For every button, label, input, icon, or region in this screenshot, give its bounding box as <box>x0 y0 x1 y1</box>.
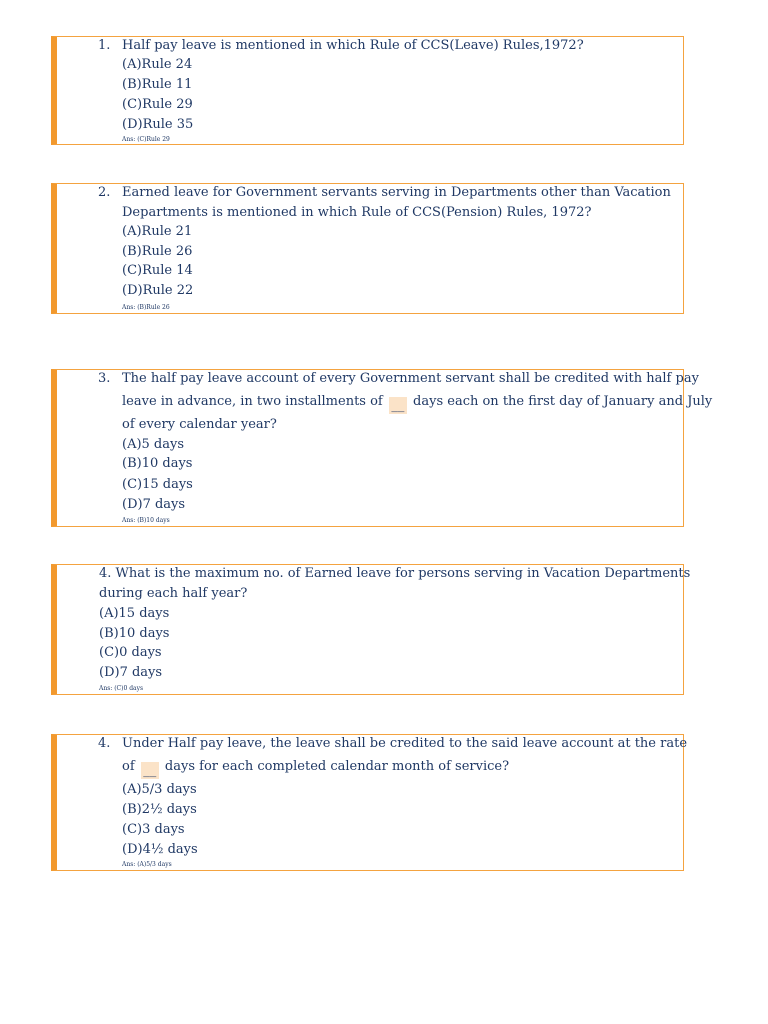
line-text-pre: leave in advance, in two installments of <box>122 394 383 409</box>
question-number: 3. <box>98 371 111 386</box>
question-text-line-1: Earned leave for Government servants serving in Departments other than Vacation <box>122 185 671 200</box>
question-text-line-2 <box>122 394 712 414</box>
option-a: (A)Rule 21 <box>122 224 193 239</box>
question-text-line-2: during each half year? <box>99 586 248 601</box>
option-c: (C)Rule 29 <box>122 97 193 112</box>
option-c: (C)0 days <box>99 645 162 660</box>
option-b: (B)2½ days <box>122 802 197 817</box>
option-b: (B)10 days <box>122 456 193 471</box>
question-text-line-1: The half pay leave account of every Government servant shall be credited with half pay <box>122 371 699 386</box>
line-text-pre: of <box>122 759 135 774</box>
option-b: (B)10 days <box>99 626 170 641</box>
option-d: (D)7 days <box>99 665 163 680</box>
option-a: (A)15 days <box>99 606 170 621</box>
option-d: (D)4½ days <box>122 842 198 857</box>
option-c: (C)15 days <box>122 477 193 492</box>
question-text-line-2: Departments is mentioned in which Rule of CCS(Pension) Rules, 1972? <box>122 205 592 220</box>
fill-in-blank: __ <box>389 397 407 414</box>
answer-note: Ans: (B)Rule 26 <box>122 304 170 311</box>
question-number: 1. <box>98 38 111 53</box>
option-a: (A)5/3 days <box>122 782 197 797</box>
option-b: (B)Rule 11 <box>122 77 193 92</box>
option-a: (A)5 days <box>122 437 185 452</box>
answer-note: Ans: (C)Rule 29 <box>122 136 170 143</box>
line-text-post: days each on the first day of January and July <box>413 394 713 409</box>
answer-note: Ans: (B)10 days <box>122 517 170 524</box>
line-text-post: days for each completed calendar month of service? <box>164 759 510 774</box>
question-text-line-3: of every calendar year? <box>122 417 277 432</box>
option-b: (B)Rule 26 <box>122 244 193 259</box>
option-d: (D)Rule 22 <box>122 283 194 298</box>
answer-note: Ans: (A)5/3 days <box>122 861 172 868</box>
question-number: 2. <box>98 185 111 200</box>
question-text-line-1: 4. What is the maximum no. of Earned leave for persons serving in Vacation Departments <box>99 566 691 581</box>
option-c: (C)Rule 14 <box>122 263 193 278</box>
question-text: Half pay leave is mentioned in which Rule of CCS(Leave) Rules,1972? <box>122 38 584 53</box>
option-a: (A)Rule 24 <box>122 57 193 72</box>
option-c: (C)3 days <box>122 822 185 837</box>
fill-in-blank: __ <box>141 762 159 779</box>
question-text-line-2 <box>122 759 509 779</box>
option-d: (D)7 days <box>122 497 186 512</box>
option-d: (D)Rule 35 <box>122 117 194 132</box>
question-text-line-1: Under Half pay leave, the leave shall be credited to the said leave account at the rate <box>122 736 688 751</box>
question-number: 4. <box>98 736 111 751</box>
answer-note: Ans: (C)0 days <box>99 685 144 692</box>
